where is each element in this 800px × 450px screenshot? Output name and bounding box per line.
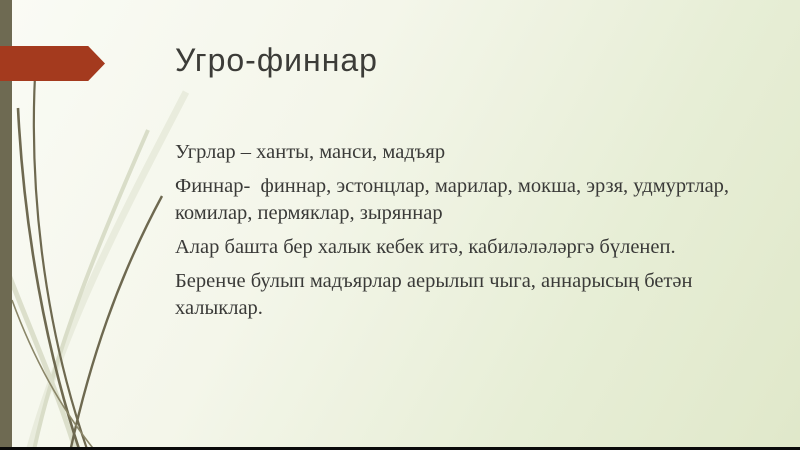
wisp-dark-blade-3 — [70, 196, 162, 450]
body-paragraph-2: Финнар- финнар, эстонцлар, марилар, мокша, эрзя, удмуртлар, комилар, пермяклар, зыряннар — [175, 175, 735, 224]
slide-body — [175, 139, 735, 329]
body-paragraph-3: Алар башта бер халык кебек итә, кабиләләләргә бүленеп. — [175, 236, 676, 258]
slide-title: Угро-финнар — [175, 42, 378, 78]
wisp-dark-blade-1 — [34, 58, 88, 450]
body-paragraph-4: Беренче булып мадъярлар аерылып чыга, аннарысың бетән халыклар. — [175, 270, 698, 319]
wisp-dark-blade-2 — [18, 108, 80, 450]
wisp-faint-arc — [30, 92, 186, 448]
wisp-light-arc — [34, 130, 148, 450]
body-paragraph-1: Угрлар – ханты, манси, мадъяр — [175, 141, 446, 163]
title-accent-arrow-icon — [0, 46, 105, 81]
wisp-light-arc-2 — [4, 262, 76, 450]
wisp-dark-blade-4 — [12, 300, 96, 450]
